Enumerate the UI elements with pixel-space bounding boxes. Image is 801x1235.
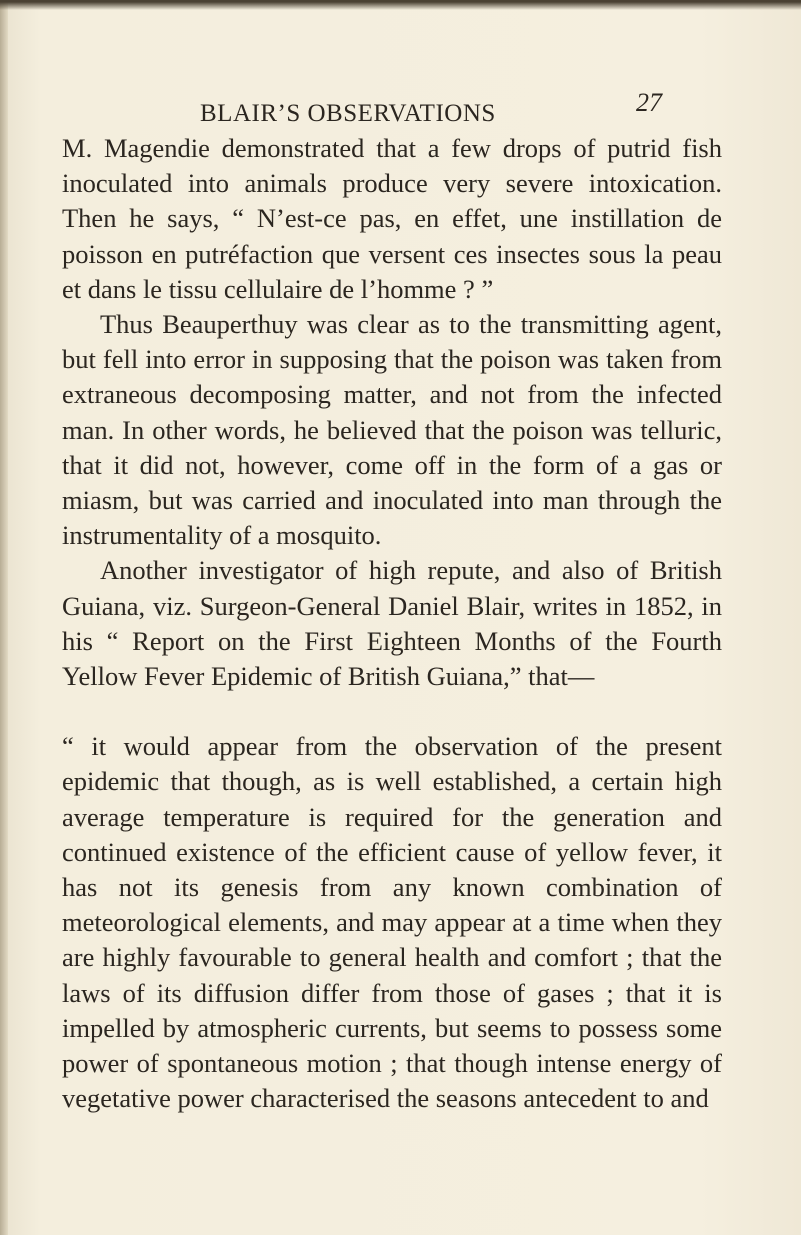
page-number: 27 — [636, 88, 662, 117]
paragraph-beauperthuy: Thus Beauperthuy was clear as to the transmitting agent, but fell into error in supposing that the poison was taken from extraneous decomposing matter, and not from the infected man. In other words, he believed that the poison was telluric, that it did not, however, come off in the form of a gas or miasm, but was carried and inoculated into man through the instrumentality of a mosquito. — [62, 309, 722, 551]
paragraph-blair-intro: Another investigator of high repute, and also of British Guiana, viz. Surgeon-General Daniel Blair, writes in 1852, in his “ Report on the First Eighteen Months of the Fourth Yellow Fever Epidemic of British Guiana,” that— — [62, 555, 722, 692]
paragraph-blair-quote: “ it would appear from the observation of the present epidemic that though, as is well established, a certain high average temperature is required for the generation and continued existence of the efficient cause of yellow fever, it has not its genesis from any known combination of meteorological elements, and may appear at a time when they are highly favourable to general health and comfort ; that the laws of its diffusion differ from those of gases ; that it is impelled by atmospheric currents, but seems to possess some power of spontaneous motion ; that though intense energy of vegetative power characterised the seasons antecedent to and — [62, 731, 722, 1114]
body-text — [62, 131, 722, 1116]
page-top-edge — [0, 0, 801, 10]
paragraph-magendie: M. Magendie demonstrated that a few drops of putrid fish inoculated into animals produce very severe intoxication. Then he says, “ N’est-ce pas, en effet, une instillation de poisson en putréfaction que versent ces insectes sous la peau et dans le tissu cellulaire de l’homme ? ” — [62, 133, 722, 304]
page-binding-edge — [0, 0, 8, 1235]
running-title: BLAIR’S OBSERVATIONS — [200, 100, 496, 127]
